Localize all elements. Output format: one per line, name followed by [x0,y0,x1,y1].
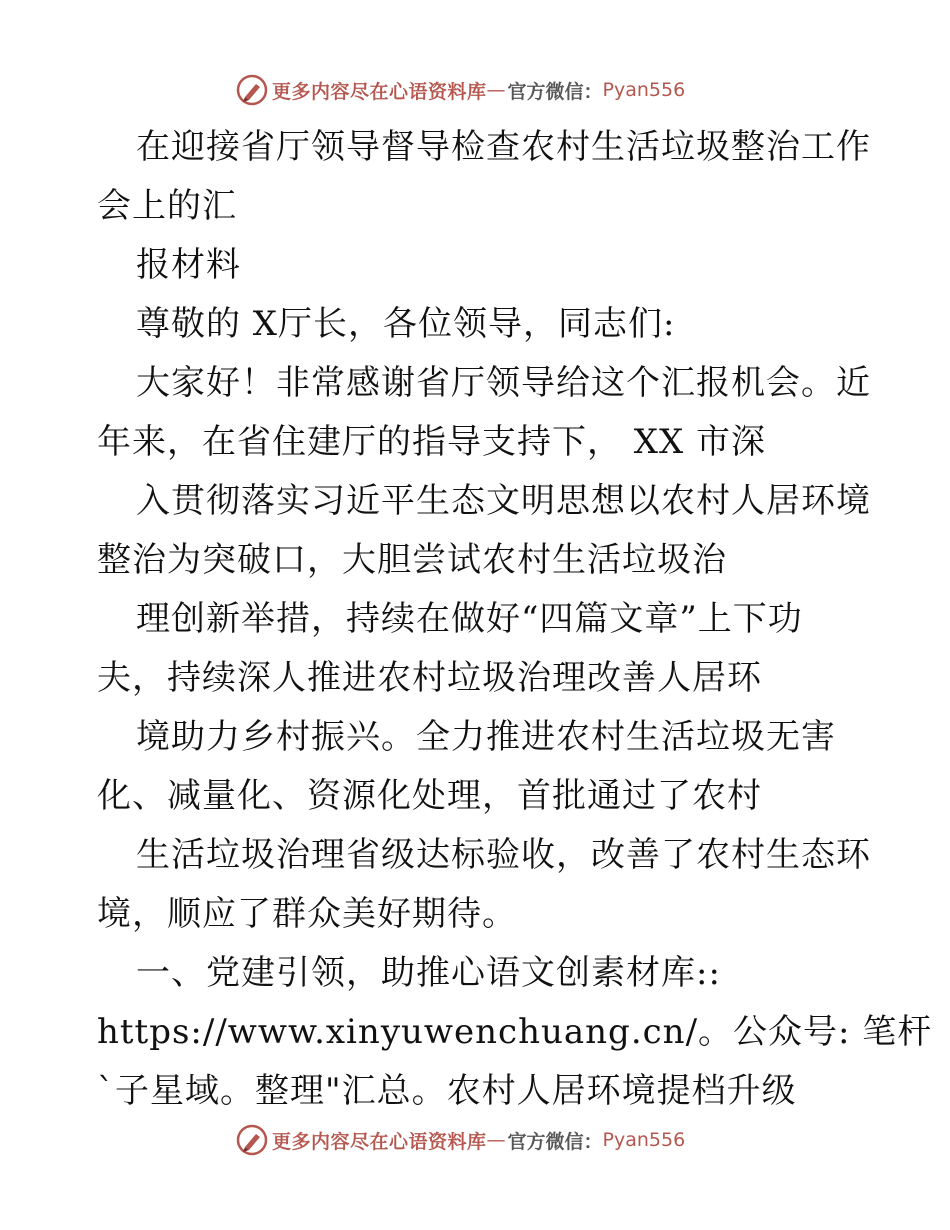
watermark-separator: — [486,79,506,101]
watermark-secondary-text: 官方微信： [507,80,603,103]
paragraph-line: 理创新举措，持续在做好“四篇文章”上下功 [136,599,803,639]
doc-title-line-2: 会上的汇 [97,186,237,226]
doc-title-line-3: 报材料 [136,245,241,285]
pen-logo-icon [236,1124,268,1156]
watermark-account: Pyan556 [602,1129,686,1151]
paragraph-line: `子星域。整理"汇总。农村人居环境提档升级 [97,1071,797,1111]
watermark-account: Pyan556 [602,79,686,101]
paragraph-line: 境，顺应了群众美好期待。 [97,894,517,934]
paragraph-line: 整治为突破口，大胆尝试农村生活垃圾治 [97,540,727,580]
watermark-separator: — [486,1129,506,1151]
paragraph-line: https://www.xinyuwenchuang.cn/。公众号: 笔杆 [97,1012,933,1052]
paragraph-line: 化、减量化、资源化处理，首批通过了农村 [97,776,762,816]
paragraph-line: 夫，持续深人推进农村垃圾治理改善人居环 [97,658,762,698]
doc-title-line-1: 在迎接省厅领导督导检查农村生活垃圾整治工作 [136,127,871,167]
salutation: 尊敬的 X厅长，各位领导，同志们: [136,304,676,344]
paragraph-line: 生活垃圾治理省级达标验收，改善了农村生态环 [136,835,871,875]
header-watermark [236,72,685,108]
paragraph-line: 大家好！非常感谢省厅领导给这个汇报机会。近 [136,363,871,403]
paragraph-line: 境助力乡村振兴。全力推进农村生活垃圾无害 [136,717,836,757]
pen-logo-icon [236,74,268,106]
paragraph-line: 年来，在省住建厅的指导支持下， XX 市深 [97,422,767,462]
watermark-primary-text: 更多内容尽在心语资料库 [272,80,487,103]
watermark-secondary-text: 官方微信： [507,1130,603,1153]
watermark-primary-text: 更多内容尽在心语资料库 [272,1130,487,1153]
paragraph-line: 入贯彻落实习近平生态文明思想以农村人居环境 [136,481,871,521]
footer-watermark [236,1122,685,1158]
section-heading-line: 一、党建引领，助推心语文创素材库:: [136,953,721,993]
